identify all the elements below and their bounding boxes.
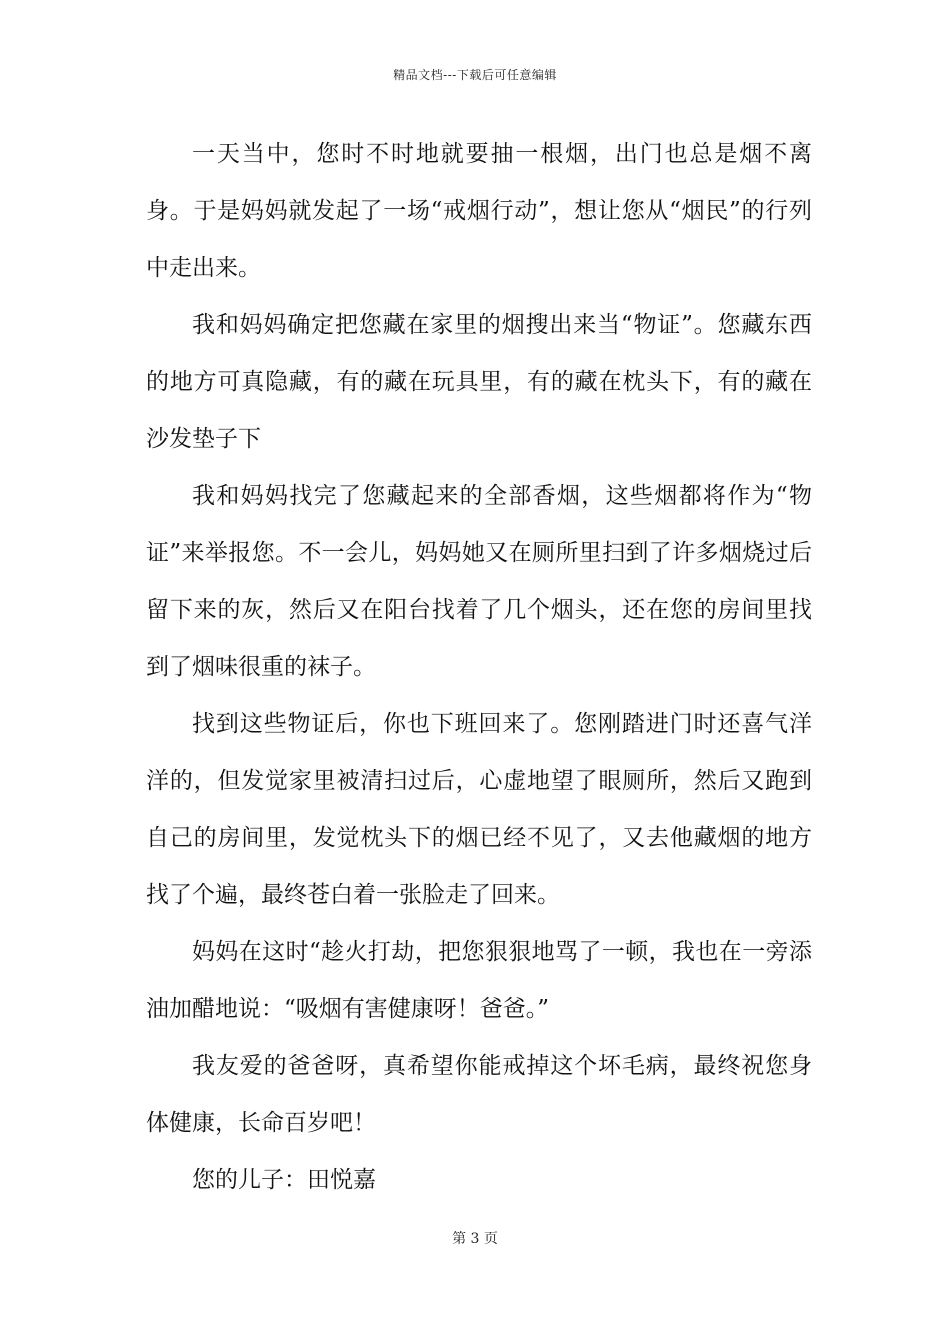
paragraph: 一天当中，您时不时地就要抽一根烟，出门也总是烟不离身。于是妈妈就发起了一场“戒烟行动”，想让您从“烟民”的行列中走出来。: [146, 141, 812, 281]
paragraph: 我和妈妈找完了您藏起来的全部香烟，这些烟都将作为“物证”来举报您。不一会儿，妈妈她又在厕所里扫到了许多烟烧过后留下来的灰，然后又在阳台找着了几个烟头，还在您的房间里找到了烟味很重的袜子。: [146, 483, 812, 680]
paragraph: 妈妈在这时“趁火打劫，把您狠狠地骂了一顿，我也在一旁添油加醋地说：“吸烟有害健康呀！爸爸。”: [146, 939, 812, 1022]
signature-line: 您的儿子：田悦嘉: [192, 1167, 376, 1193]
page-number: 第 3 页: [452, 1231, 498, 1247]
page-header: 精品文档---下载后可任意编辑: [393, 68, 557, 82]
paragraph: 找到这些物证后，你也下班回来了。您刚踏进门时还喜气洋洋的，但发觉家里被清扫过后，心虚地望了眼厕所，然后又跑到自己的房间里，发觉枕头下的烟已经不见了，又去他藏烟的地方找了个遍，最终苍白着一张脸走了回来。: [146, 711, 812, 908]
paragraph: 我和妈妈确定把您藏在家里的烟搜出来当“物证”。您藏东西的地方可真隐藏，有的藏在玩具里，有的藏在枕头下，有的藏在沙发垫子下: [146, 312, 812, 452]
paragraph: 我友爱的爸爸呀，真希望你能戒掉这个坏毛病，最终祝您身体健康，长命百岁吧！: [146, 1053, 812, 1136]
document-body: [146, 126, 812, 1209]
